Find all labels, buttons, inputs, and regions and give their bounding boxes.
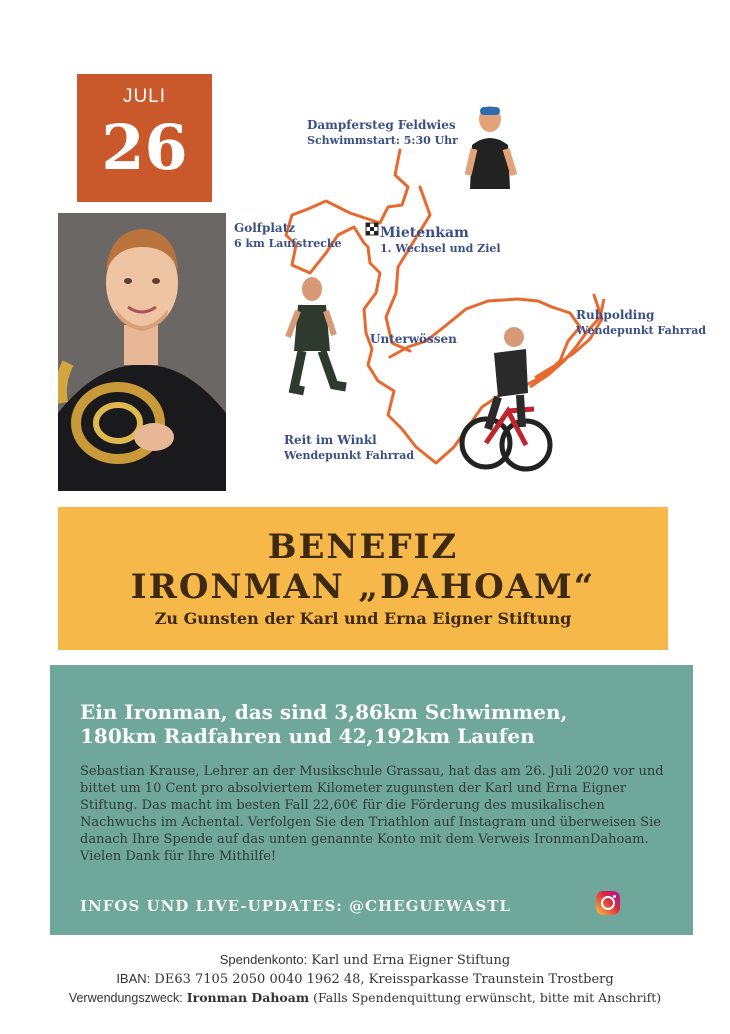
info-body: Sebastian Krause, Lehrer an der Musikschule Grassau, hat das am 26. Juli 2020 vor und bittet um 10 Cent pro absolviertem Kilometer zugunsten der Karl und Erna Eigner Stiftung. Das macht im besten Fall 22,60€ für die Förderung des musikalischen Nachwuchs im Achental. Verfolgen Sie den Triathlon auf Instagram und überweisen Sie danach Ihre Spende auf das unten genannte Konto mit dem Verweis IronmanDahoam. Vielen Dank für Ihre Mithilfe!	[80, 764, 664, 864]
instagram-icon[interactable]	[596, 891, 620, 915]
route-line	[286, 150, 602, 463]
banner-title-line2: IRONMAN „DAHOAM“	[130, 567, 596, 607]
swimmer-figure	[468, 106, 514, 189]
date-box	[77, 74, 212, 202]
map-label-feldwies: Dampfersteg Feldwies Schwimmstart: 5:30 Uhr	[307, 118, 458, 147]
portrait-illustration	[58, 213, 226, 491]
info-footer: INFOS UND LIVE-UPDATES: @CHEGUEWASTL	[80, 897, 511, 915]
map-label-golfplatz: Golfplatz 6 km Laufstrecke	[234, 221, 342, 250]
runner-figure	[288, 277, 346, 391]
portrait-photo	[58, 213, 226, 491]
info-headline: Ein Ironman, das sind 3,86km Schwimmen, 180km Radfahren und 42,192km Laufen	[80, 700, 568, 748]
banner-subtitle: Zu Gunsten der Karl und Erna Eigner Stiftung	[154, 609, 572, 628]
map-label-unterwoessen: Unterwössen	[370, 332, 457, 346]
map-label-mietenkam: Mietenkam 1. Wechsel und Ziel	[380, 225, 501, 255]
date-day: 26	[101, 111, 188, 184]
banner-title-line1: BENEFIZ	[267, 527, 459, 567]
account-line-3: Verwendungszweck: Ironman Dahoam (Falls Spendenquittung erwünscht, bitte mit Anschrift)	[68, 990, 662, 1005]
title-banner	[58, 507, 668, 650]
route-map	[230, 95, 730, 485]
account-line-1: Spendenkonto: Karl und Erna Eigner Stiftung	[219, 952, 511, 968]
cyclist-figure	[462, 327, 550, 469]
finish-flag-icon	[366, 223, 378, 235]
map-label-reit-im-winkl: Reit im Winkl Wendepunkt Fahrrad	[284, 433, 415, 462]
map-label-ruhpolding: Ruhpolding Wendepunkt Fahrrad	[576, 308, 707, 337]
date-month: JULI	[122, 86, 167, 107]
info-box	[50, 665, 693, 935]
account-line-2: IBAN: DE63 7105 2050 0040 1962 48, Kreissparkasse Traunstein Trostberg	[116, 971, 614, 987]
